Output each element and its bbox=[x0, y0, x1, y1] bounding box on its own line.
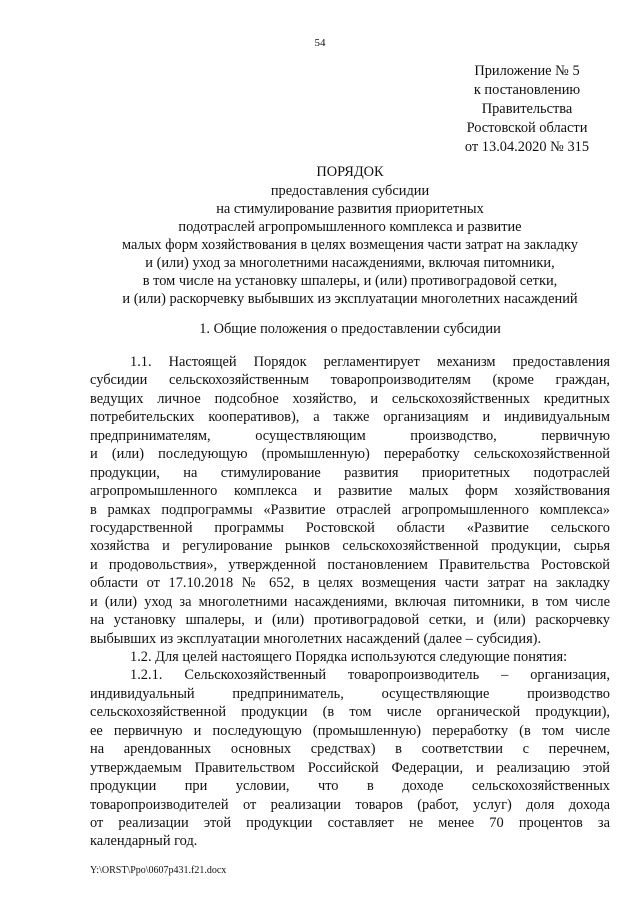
appendix-line: от 13.04.2020 № 315 bbox=[464, 139, 590, 155]
body-line: агропромышленного комплекса и развитие малых форм хозяйствования bbox=[90, 483, 610, 500]
file-path-footer: Y:\ORST\Ppo\0607p431.f21.docx bbox=[90, 865, 227, 876]
body-line: утверждаемым Правительством Российской Федерации, и реализацию этой bbox=[90, 759, 610, 776]
body-line: предпринимателям, осуществляющим производство, первичную bbox=[90, 427, 610, 444]
body-line: продукции, на стимулирование развития приоритетных подотраслей bbox=[90, 464, 610, 481]
body-line: на установку шпалеры, и (или) противоградовой сетки, и (или) раскорчевку bbox=[90, 612, 610, 629]
body-line: субсидии сельскохозяйственным товаропроизводителям (кроме граждан, bbox=[90, 372, 610, 389]
body-line: государственной программы Ростовской области «Развитие сельского bbox=[90, 519, 610, 536]
body-line: и продовольствия», утвержденной постановлением Правительства Ростовской bbox=[90, 556, 610, 573]
body-line: выбывших из эксплуатации многолетних насаждений (далее – субсидия). bbox=[90, 630, 542, 647]
body-line: 1.2.1. Сельскохозяйственный товаропроизводитель – организация, bbox=[130, 667, 610, 684]
title-line: и (или) раскорчевку выбывших из эксплуатации многолетних насаждений bbox=[122, 291, 578, 307]
body-line: сельскохозяйственной продукции (в том числе органической продукции), bbox=[90, 704, 610, 721]
body-line: в рамках подпрограммы «Развитие отраслей агропромышленного комплекса» bbox=[90, 501, 610, 518]
document-title bbox=[90, 163, 610, 308]
appendix-block bbox=[442, 62, 612, 157]
body-line: потребительских кооперативов), а также организациям и индивидуальным bbox=[90, 409, 610, 426]
document-body bbox=[90, 353, 610, 851]
title-line: малых форм хозяйствования в целях возмещения части затрат на закладку bbox=[122, 237, 578, 253]
appendix-line: к постановлению bbox=[473, 82, 581, 98]
appendix-line: Ростовской области bbox=[466, 120, 588, 136]
body-line: 1.2. Для целей настоящего Порядка используются следующие понятия: bbox=[130, 649, 568, 665]
body-line: и (или) уход за многолетними насаждениями, включая питомники, в том числе bbox=[90, 593, 610, 610]
body-line: и (или) последующую (промышленную) переработку сельскохозяйственной bbox=[90, 446, 610, 463]
body-line: ведущих личное подсобное хозяйство, и сельскохозяйственных кредитных bbox=[90, 390, 610, 407]
title-line: предоставления субсидии bbox=[270, 183, 430, 199]
body-line: от реализации этой продукции составляет не менее 70 процентов за bbox=[90, 814, 610, 831]
body-line: области от 17.10.2018 № 652, в целях возмещения части затрат на закладку bbox=[90, 575, 610, 592]
body-line: на арендованных основных средствах) в соответствии с перечнем, bbox=[90, 741, 610, 758]
title-line: и (или) уход за многолетними насаждениями, включая питомники, bbox=[145, 255, 555, 271]
appendix-line: Правительства bbox=[481, 101, 573, 117]
title-line: подотраслей агропромышленного комплекса и развитие bbox=[178, 219, 522, 235]
body-line: календарный год. bbox=[90, 833, 198, 850]
appendix-line: Приложение № 5 bbox=[474, 63, 580, 79]
body-line: ее первичную и последующую (промышленную) переработку (в том числе bbox=[90, 722, 610, 739]
title-line: в том числе на установку шпалеры, и (или) противоградовой сетки, bbox=[142, 273, 558, 289]
body-line: товаропроизводителей от реализации товаров (работ, услуг) доля дохода bbox=[90, 796, 610, 813]
body-line: хозяйства и регулирование рынков сельскохозяйственной продукции, сырья bbox=[90, 538, 610, 555]
title-main: ПОРЯДОК bbox=[316, 164, 384, 180]
page-number: 54 bbox=[314, 37, 326, 49]
body-line: 1.1. Настоящей Порядок регламентирует механизм предоставления bbox=[130, 354, 610, 370]
body-line: индивидуальный предприниматель, осуществляющие производство bbox=[90, 685, 610, 702]
section-heading: 1. Общие положения о предоставлении субсидии bbox=[199, 321, 501, 337]
title-line: на стимулирование развития приоритетных bbox=[216, 201, 484, 217]
body-line: продукции при условии, что в доходе сельскохозяйственных bbox=[90, 778, 610, 795]
